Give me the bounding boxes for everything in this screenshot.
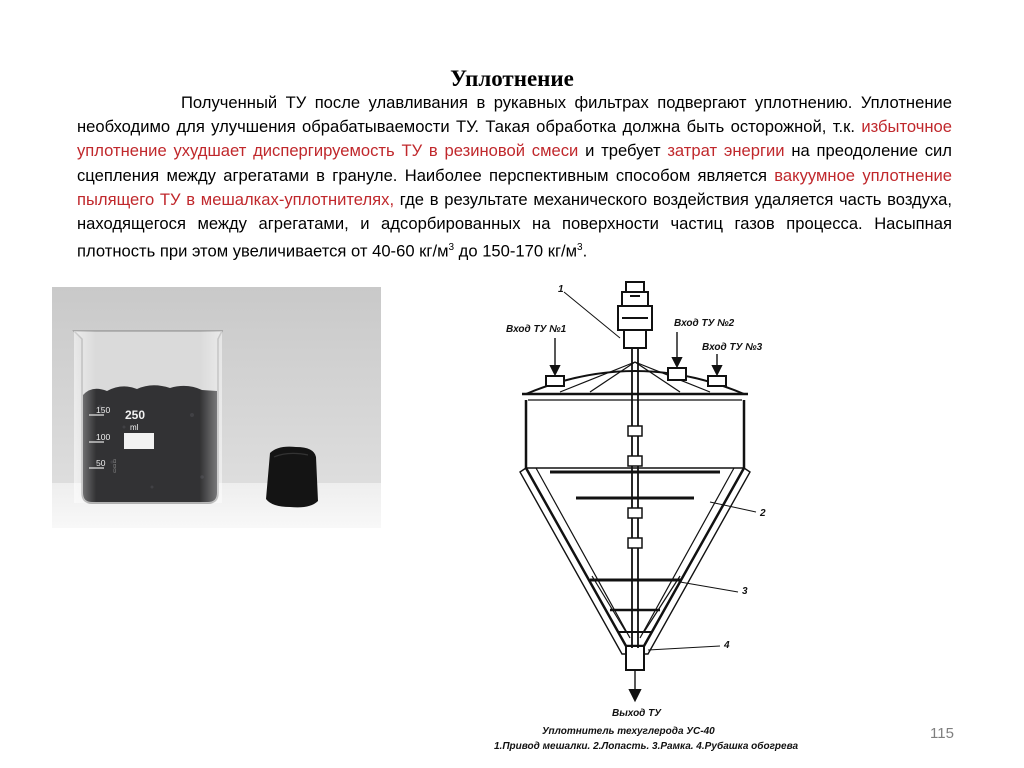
inlet-2-label: Вход ТУ №2 bbox=[674, 318, 735, 329]
page-number: 115 bbox=[930, 725, 954, 742]
text-run-3: на преодоление сил сцепления между агрегатами в грануле. Наиболее перспективным способом является bbox=[77, 141, 952, 185]
beaker-volume: 250 bbox=[125, 408, 146, 422]
text-run-2: и требует bbox=[578, 141, 668, 161]
diagram-legend: 1.Привод мешалки. 2.Лопасть. 3.Рамка. 4.Рубашка обогрева bbox=[494, 741, 799, 752]
superscript-cubic-2: 3 bbox=[577, 242, 583, 254]
drive-upper bbox=[622, 292, 648, 306]
outlet-label: Выход ТУ bbox=[612, 708, 662, 719]
beaker-unit: ml bbox=[130, 423, 139, 432]
highlight-vacuum-compaction: вакуумное уплотнение пылящего ТУ в мешалках-уплотнителях, bbox=[77, 165, 952, 209]
inlet-1-label: Вход ТУ №1 bbox=[506, 324, 567, 335]
carbon-black-photo bbox=[52, 287, 381, 528]
diagram-caption: Уплотнитель техуглерода УС-40 bbox=[542, 726, 715, 737]
inlet-nozzle-2 bbox=[668, 368, 686, 380]
drive-top-cap bbox=[626, 282, 644, 292]
body-paragraph bbox=[77, 91, 952, 264]
text-run-4: где в результате механического воздействия удаляется часть воздуха, находящегося между агрегатами, и адсорбированных на поверхности частиц газов процесса. Насыпная плотность при этом увеличивается от 40-60 кг/м bbox=[77, 189, 952, 261]
cone-inner bbox=[526, 468, 744, 646]
text-run-5: до 150-170 кг/м bbox=[454, 241, 578, 261]
callout-2: 2 bbox=[760, 508, 766, 519]
beaker-label-patch bbox=[124, 433, 154, 449]
beaker-glare bbox=[74, 331, 222, 503]
inlet-nozzle-1 bbox=[546, 376, 564, 386]
frame-left bbox=[592, 576, 626, 632]
callout-3: 3 bbox=[742, 586, 748, 597]
mark-50: 50 bbox=[96, 458, 106, 468]
frame-right bbox=[644, 576, 680, 632]
text-run-6: . bbox=[582, 241, 588, 261]
callout-4: 4 bbox=[724, 640, 730, 651]
text-run-1: Полученный ТУ после улавливания в рукавных фильтрах подвергают уплотнению. Уплотнение необходимо для улучшения обрабатываемости ТУ. Такая обработка должна быть осторожной, т.к. bbox=[77, 93, 952, 137]
svg-text:▭▭▭: ▭▭▭ bbox=[112, 458, 118, 473]
compactor-diagram bbox=[480, 276, 810, 756]
highlight-excess-compaction: избыточное уплотнение ухудшает диспергируемость ТУ в резиновой смеси bbox=[77, 117, 952, 161]
mark-100: 100 bbox=[96, 432, 111, 442]
slide-title: Уплотнение bbox=[450, 66, 574, 91]
mark-150: 150 bbox=[96, 405, 111, 415]
drive-mount bbox=[624, 330, 646, 348]
inlet-3-label: Вход ТУ №3 bbox=[702, 342, 763, 353]
callout-1: 1 bbox=[558, 284, 564, 295]
compacted-lump bbox=[266, 447, 318, 508]
superscript-cubic-1: 3 bbox=[448, 242, 455, 254]
inlet-nozzle-3 bbox=[708, 376, 726, 386]
heating-jacket bbox=[520, 468, 750, 654]
highlight-energy-cost: затрат энергии bbox=[667, 141, 785, 161]
outlet-pipe bbox=[626, 646, 644, 670]
